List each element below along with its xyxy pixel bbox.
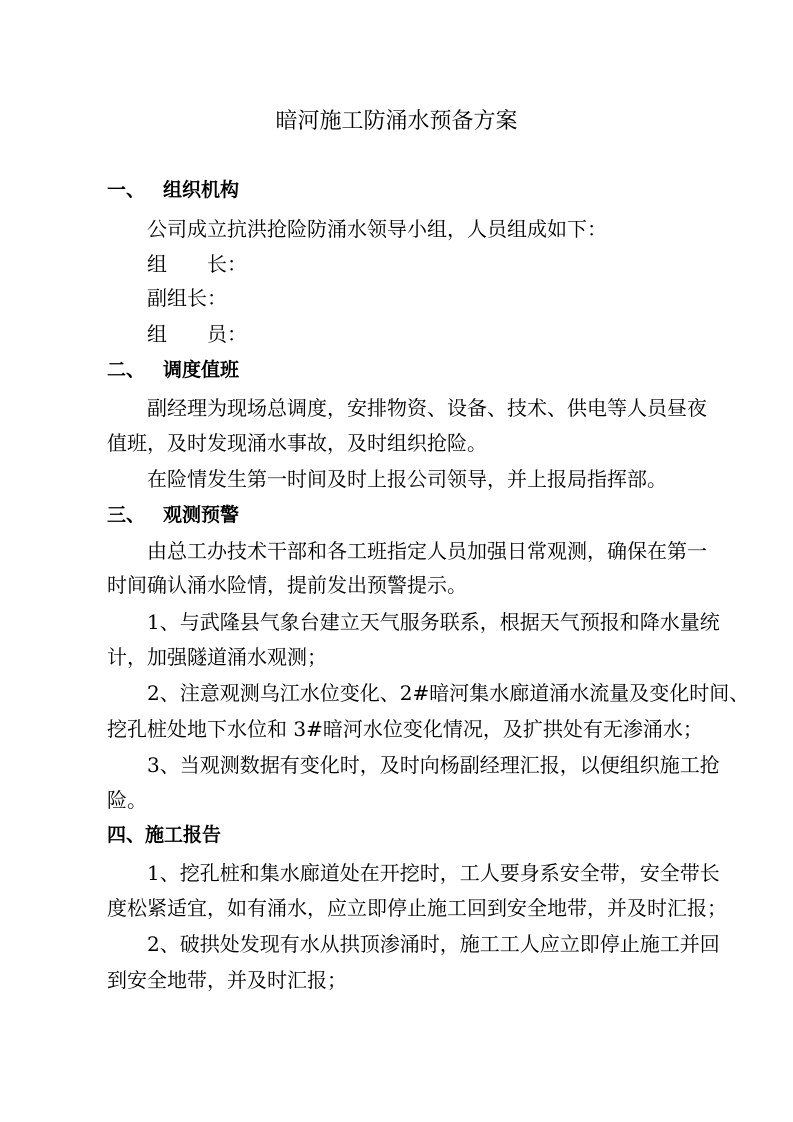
section-heading-1 — [107, 178, 727, 202]
list-item-line: 2、注意观测乌江水位变化、2#暗河集水廊道涌水流量及变化时间、 — [147, 681, 750, 705]
list-item-line: 2、破拱处发现有水从拱顶渗涌时，施工工人应立即停止施工并回 — [147, 932, 720, 956]
deputy-line: 副组长： — [147, 286, 227, 310]
leader-line — [147, 252, 767, 276]
label-part: 组 — [147, 322, 167, 346]
section-heading-2 — [107, 358, 727, 382]
label-part: 长： — [207, 252, 247, 276]
section-title: 调度值班 — [163, 359, 240, 381]
list-item-line: 1、挖孔桩和集水廊道处在开挖时，工人要身系安全带，安全带长 — [147, 861, 720, 885]
label-part: 员： — [207, 322, 247, 346]
list-item-line: 到安全地带，并及时汇报； — [107, 968, 347, 992]
section-heading-4: 四、施工报告 — [107, 824, 222, 846]
list-item-line: 3、当观测数据有变化时，及时向杨副经理汇报，以便组织施工抢 — [147, 753, 720, 777]
list-item-line: 计，加强隧道涌水观测； — [107, 645, 327, 669]
paragraph-line: 副经理为现场总调度，安排物资、设备、技术、供电等人员昼夜 — [147, 396, 707, 420]
list-item-line: 度松紧适宜，如有涌水，应立即停止施工回到安全地带，并及时汇报； — [107, 896, 727, 920]
paragraph: 在险情发生第一时间及时上报公司领导，并上报局指挥部。 — [147, 467, 667, 491]
list-item-line: 1、与武隆县气象台建立天气服务联系，根据天气预报和降水量统 — [147, 610, 720, 634]
document-title: 暗河施工防涌水预备方案 — [275, 109, 518, 134]
section-title: 组织机构 — [163, 179, 240, 201]
paragraph: 公司成立抗洪抢险防涌水领导小组，人员组成如下： — [147, 217, 607, 241]
member-line — [147, 322, 767, 346]
list-item-line: 险。 — [107, 788, 147, 812]
list-item-line: 挖孔桩处地下水位和 3#暗河水位变化情况，及扩拱处有无渗涌水； — [107, 717, 703, 741]
section-title: 观测预警 — [163, 504, 240, 526]
paragraph-line: 由总工办技术干部和各工班指定人员加强日常观测，确保在第一 — [147, 539, 707, 563]
section-number: 二、 — [107, 359, 146, 381]
section-number: 三、 — [107, 504, 146, 526]
paragraph-line: 值班，及时发现涌水事故，及时组织抢险。 — [107, 431, 487, 455]
section-heading-3 — [107, 503, 727, 527]
label-part: 组 — [147, 252, 167, 276]
paragraph-line: 时间确认涌水险情，提前发出预警提示。 — [107, 573, 467, 597]
section-number: 一、 — [107, 179, 146, 201]
